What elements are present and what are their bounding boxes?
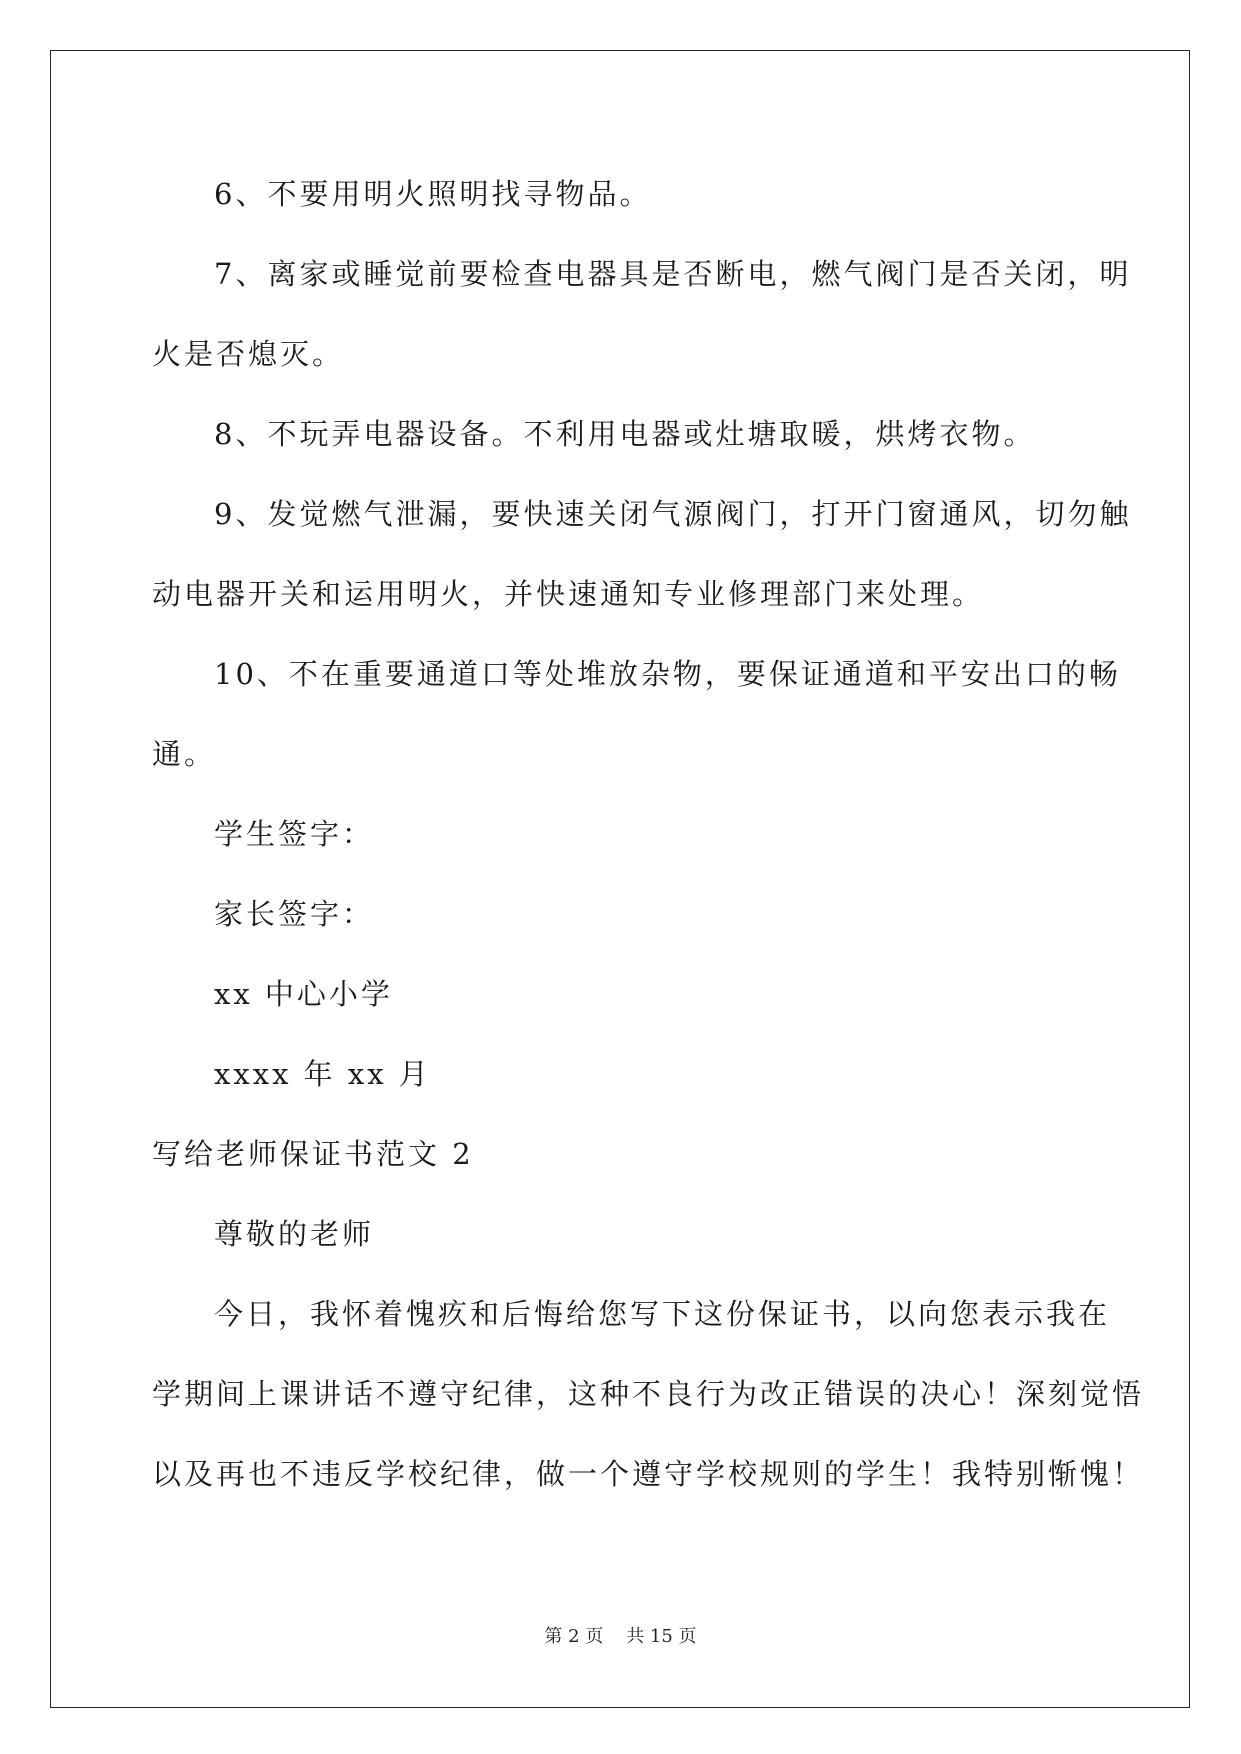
rule-6: 6、不要用明火照明找寻物品。: [214, 177, 652, 211]
page-number-footer: 第 2 页 共 15 页: [544, 1626, 697, 1647]
rule-10-line-1: 10、不在重要通道口等处堆放杂物，要保证通道和平安出口的畅: [214, 657, 1121, 691]
rule-9-line-2: 动电器开关和运用明火，并快速通知专业修理部门来处理。: [152, 577, 985, 611]
body-line-3: 以及再也不违反学校纪律，做一个遵守学校规则的学生！我特别惭愧！: [152, 1457, 1145, 1491]
rule-7-line-1: 7、离家或睡觉前要检查电器具是否断电，燃气阀门是否关闭，明: [214, 257, 1132, 291]
rule-7-line-2: 火是否熄灭。: [152, 337, 345, 371]
body-line-2: 学期间上课讲话不遵守纪律，这种不良行为改正错误的决心！深刻觉悟: [152, 1377, 1145, 1411]
student-signature-label: 学生签字：: [214, 817, 375, 851]
school-name: xx 中心小学: [214, 977, 393, 1011]
rule-8: 8、不玩弄电器设备。不利用电器或灶塘取暖，烘烤衣物。: [214, 417, 1036, 451]
section-heading: 写给老师保证书范文 2: [152, 1137, 474, 1171]
parent-signature-label: 家长签字：: [214, 897, 375, 931]
salutation: 尊敬的老师: [214, 1217, 375, 1251]
date-line: xxxx 年 xx 月: [214, 1057, 431, 1091]
body-line-1: 今日，我怀着愧疚和后悔给您写下这份保证书，以向您表示我在: [214, 1297, 1111, 1331]
rule-10-line-2: 通。: [152, 737, 217, 771]
rule-9-line-1: 9、发觉燃气泄漏，要快速关闭气源阀门，打开门窗通风，切勿触: [214, 497, 1132, 531]
